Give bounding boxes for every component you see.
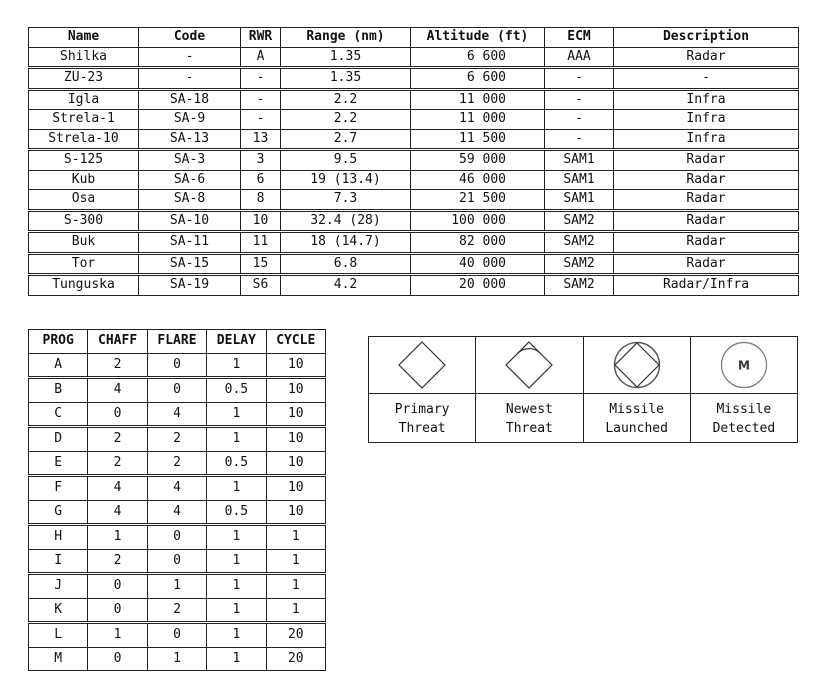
cell-prog: D [29,427,88,452]
cell-cycle: 10 [266,500,325,525]
legend-newest-threat [476,337,583,442]
cell-prog: E [29,451,88,476]
cell-alt: 21 500 [411,190,545,211]
cell-desc: Radar [614,47,799,68]
cell-prog: K [29,598,88,623]
cell-chaff: 2 [88,353,147,378]
cell-code: - [139,68,241,90]
missile-detected-icon [718,339,770,391]
cell-cycle: 1 [266,574,325,599]
cell-name: S-125 [29,150,139,171]
table-row [29,525,326,550]
cell-delay: 0.5 [207,378,266,403]
missile-launched-icon [611,339,663,391]
cell-delay: 1 [207,427,266,452]
cell-alt: 59 000 [411,150,545,171]
cell-chaff: 0 [88,598,147,623]
cell-prog: A [29,353,88,378]
cell-name: Strela-1 [29,110,139,130]
cell-desc: Infra [614,89,799,110]
table-row [29,232,799,254]
cell-flare: 1 [147,647,206,671]
cell-flare: 4 [147,402,206,427]
table-row [29,89,799,110]
cell-ecm: - [545,110,614,130]
cell-rwr: 6 [241,170,281,190]
legend-label: Missile Launched [605,402,668,436]
cell-rwr: - [241,110,281,130]
table-row [29,574,326,599]
cell-code: SA-8 [139,190,241,211]
table-row [29,275,799,296]
table-row [29,476,326,501]
cell-rwr: 10 [241,210,281,232]
cell-desc: Radar/Infra [614,275,799,296]
cell-ecm: SAM1 [545,170,614,190]
cell-chaff: 4 [88,378,147,403]
cell-range: 32.4 (28) [281,210,411,232]
cell-range: 9.5 [281,150,411,171]
table-row [29,598,326,623]
table-row [29,623,326,648]
header-name: Name [29,28,139,48]
cell-flare: 0 [147,353,206,378]
cell-ecm: - [545,68,614,90]
cell-desc: Radar [614,190,799,211]
cell-prog: I [29,549,88,574]
cell-prog: C [29,402,88,427]
cell-rwr: 3 [241,150,281,171]
cell-name: Shilka [29,47,139,68]
header-flare: FLARE [147,330,206,354]
cm-table-header [29,330,326,354]
cell-rwr: 13 [241,129,281,150]
legend-primary-threat [369,337,476,442]
cell-range: 2.2 [281,110,411,130]
cell-chaff: 0 [88,647,147,671]
cell-flare: 1 [147,574,206,599]
cell-ecm: - [545,129,614,150]
cell-delay: 1 [207,525,266,550]
cell-flare: 2 [147,598,206,623]
cell-prog: L [29,623,88,648]
cell-alt: 46 000 [411,170,545,190]
cell-range: 1.35 [281,47,411,68]
cell-prog: G [29,500,88,525]
cell-desc: Infra [614,129,799,150]
cell-range: 7.3 [281,190,411,211]
header-chaff: CHAFF [88,330,147,354]
header-description: Description [614,28,799,48]
table-row [29,110,799,130]
table-row [29,190,799,211]
table-row [29,647,326,671]
cell-cycle: 10 [266,476,325,501]
cell-cycle: 1 [266,598,325,623]
cell-cycle: 20 [266,647,325,671]
header-delay: DELAY [207,330,266,354]
cell-cycle: 1 [266,549,325,574]
cell-delay: 0.5 [207,451,266,476]
cell-desc: Radar [614,253,799,275]
cell-cycle: 10 [266,427,325,452]
cell-delay: 1 [207,574,266,599]
table-row [29,378,326,403]
cell-delay: 1 [207,598,266,623]
cell-chaff: 0 [88,402,147,427]
cell-ecm: SAM2 [545,232,614,254]
cell-code: SA-18 [139,89,241,110]
table-row [29,402,326,427]
table-row [29,253,799,275]
cell-name: S-300 [29,210,139,232]
cell-rwr: - [241,68,281,90]
cell-cycle: 10 [266,353,325,378]
cell-prog: M [29,647,88,671]
cell-desc: Radar [614,232,799,254]
cell-alt: 6 600 [411,47,545,68]
cell-delay: 1 [207,549,266,574]
table-row [29,451,326,476]
cell-name: Strela-10 [29,129,139,150]
cell-ecm: - [545,89,614,110]
primary-threat-icon [396,339,448,391]
cell-code: SA-10 [139,210,241,232]
cell-flare: 0 [147,525,206,550]
cell-flare: 0 [147,549,206,574]
table-row [29,47,799,68]
cell-flare: 4 [147,500,206,525]
cell-code: SA-9 [139,110,241,130]
cell-chaff: 2 [88,427,147,452]
cell-flare: 2 [147,451,206,476]
cell-prog: F [29,476,88,501]
cell-cycle: 20 [266,623,325,648]
cell-alt: 100 000 [411,210,545,232]
cell-chaff: 1 [88,623,147,648]
cell-code: SA-6 [139,170,241,190]
legend-label: Missile Detected [712,402,776,436]
cell-prog: B [29,378,88,403]
cell-delay: 1 [207,647,266,671]
cell-desc: Radar [614,150,799,171]
threat-table-header [29,28,799,48]
cell-rwr: 15 [241,253,281,275]
cell-prog: H [29,525,88,550]
cell-chaff: 0 [88,574,147,599]
cell-code: SA-11 [139,232,241,254]
cell-name: Kub [29,170,139,190]
cell-desc: - [614,68,799,90]
cell-name: Osa [29,190,139,211]
cell-chaff: 2 [88,451,147,476]
header-altitude: Altitude (ft) [411,28,545,48]
cell-code: SA-15 [139,253,241,275]
threat-legend [368,336,798,443]
cell-rwr: - [241,89,281,110]
cell-chaff: 2 [88,549,147,574]
cell-code: SA-3 [139,150,241,171]
cell-range: 6.8 [281,253,411,275]
cell-cycle: 1 [266,525,325,550]
cell-cycle: 10 [266,402,325,427]
cell-code: SA-19 [139,275,241,296]
cell-cycle: 10 [266,451,325,476]
cell-ecm: SAM2 [545,275,614,296]
cell-name: Buk [29,232,139,254]
header-range: Range (nm) [281,28,411,48]
cell-range: 4.2 [281,275,411,296]
cell-prog: J [29,574,88,599]
cell-rwr: 11 [241,232,281,254]
cell-range: 2.2 [281,89,411,110]
table-row [29,427,326,452]
cell-flare: 2 [147,427,206,452]
cell-alt: 40 000 [411,253,545,275]
cell-cycle: 10 [266,378,325,403]
legend-missile-detected [691,337,797,442]
missile-detected-glyph: M [737,358,750,373]
cell-alt: 11 500 [411,129,545,150]
cell-code: SA-13 [139,129,241,150]
cell-chaff: 4 [88,476,147,501]
cell-name: ZU-23 [29,68,139,90]
table-row [29,549,326,574]
cell-rwr: S6 [241,275,281,296]
cell-alt: 6 600 [411,68,545,90]
threat-table [28,27,799,296]
header-cycle: CYCLE [266,330,325,354]
cell-name: Igla [29,89,139,110]
table-row [29,210,799,232]
table-row [29,353,326,378]
cell-name: Tunguska [29,275,139,296]
cell-range: 1.35 [281,68,411,90]
cell-desc: Radar [614,210,799,232]
cell-range: 2.7 [281,129,411,150]
cell-alt: 20 000 [411,275,545,296]
table-row [29,500,326,525]
cell-alt: 82 000 [411,232,545,254]
countermeasure-table [28,329,326,671]
newest-threat-icon [503,339,555,391]
header-code: Code [139,28,241,48]
cell-alt: 11 000 [411,110,545,130]
cell-desc: Infra [614,110,799,130]
cell-flare: 4 [147,476,206,501]
legend-label: Newest Threat [505,402,553,436]
cell-chaff: 4 [88,500,147,525]
cell-range: 18 (14.7) [281,232,411,254]
header-prog: PROG [29,330,88,354]
table-row [29,68,799,90]
cell-code: - [139,47,241,68]
cell-ecm: AAA [545,47,614,68]
table-row [29,150,799,171]
table-row [29,170,799,190]
legend-label: Primary Threat [394,402,450,436]
cell-ecm: SAM2 [545,253,614,275]
cell-delay: 1 [207,476,266,501]
cell-flare: 0 [147,378,206,403]
table-row [29,129,799,150]
cell-rwr: 8 [241,190,281,211]
header-ecm: ECM [545,28,614,48]
cell-ecm: SAM2 [545,210,614,232]
cell-delay: 1 [207,353,266,378]
legend-missile-launched [584,337,691,442]
cell-desc: Radar [614,170,799,190]
cell-rwr: A [241,47,281,68]
cell-flare: 0 [147,623,206,648]
cell-ecm: SAM1 [545,190,614,211]
cell-delay: 0.5 [207,500,266,525]
cell-delay: 1 [207,623,266,648]
cell-chaff: 1 [88,525,147,550]
cell-alt: 11 000 [411,89,545,110]
cell-range: 19 (13.4) [281,170,411,190]
header-rwr: RWR [241,28,281,48]
cell-delay: 1 [207,402,266,427]
cell-ecm: SAM1 [545,150,614,171]
cell-name: Tor [29,253,139,275]
